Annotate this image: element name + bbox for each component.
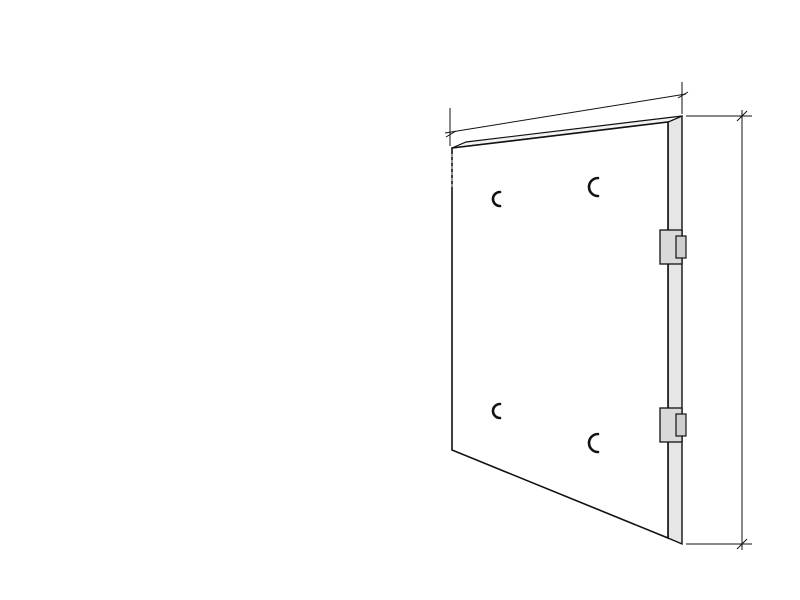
embedded-plate-lower <box>660 408 686 442</box>
embedded-plate-upper <box>660 230 686 264</box>
height-dimension <box>686 110 752 550</box>
panel-front-face <box>452 122 668 538</box>
panel-side-face <box>668 116 682 544</box>
